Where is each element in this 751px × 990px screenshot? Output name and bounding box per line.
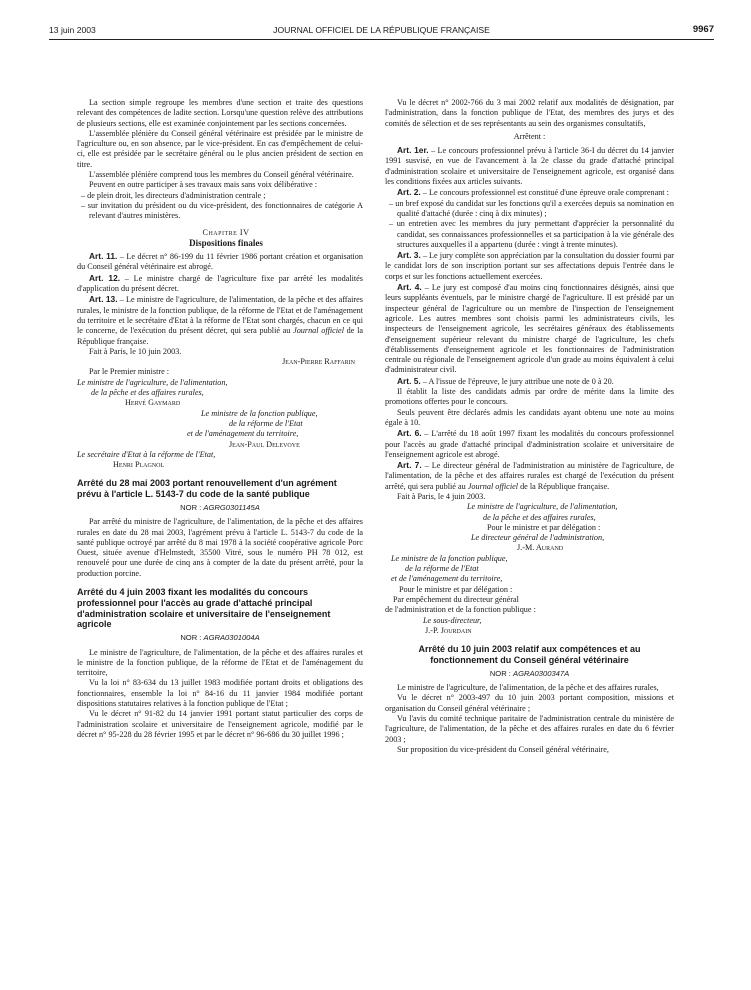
nor-label: NOR : xyxy=(180,502,204,512)
article-label: Art. 13. xyxy=(89,294,118,305)
article-7 xyxy=(385,460,674,492)
article-text: – Le concours professionnel est constitué d'une épreuve orale comprenant : xyxy=(420,188,669,198)
nor-reference xyxy=(385,669,674,679)
nor-label: NOR : xyxy=(489,668,514,678)
article-text: – Le jury complète son appréciation par la consultation du dossier fourni par le candidat lors de son inscription portant sur ses affectations depuis l'entrée dans le corps et sur les fonctions actuellement exercées. xyxy=(385,251,674,281)
nor-reference xyxy=(77,633,363,643)
journal-officiel-ref: Journal officiel xyxy=(293,326,344,336)
signatory-title: Le directeur général de l'administration, xyxy=(471,533,605,543)
signatory-delegation: Par empêchement du directeur général xyxy=(393,594,519,604)
signatory-title: Le ministre de l'agriculture, de l'alimentation, xyxy=(77,377,228,387)
list-item: – de plein droit, les directeurs d'administration centrale ; xyxy=(81,190,266,200)
signatory-name: Henri Plagnol xyxy=(113,460,165,470)
chapter-title: Dispositions finales xyxy=(189,237,263,248)
signatory-title: de la pêche et des affaires rurales, xyxy=(483,512,596,522)
signatory-title: Le ministre de l'agriculture, de l'alimentation, xyxy=(467,502,618,512)
arrete-title: Arrêté du 4 juin 2003 fixant les modalités du concours professionnel pour l'accès au grade d'attaché principal d'administration scolaire et universitaire de l'enseignement agricole xyxy=(77,587,331,630)
article-text: – Le concours professionnel prévu à l'article 36-I du décret du 14 janvier 1991 susvisé, en vue de l'avancement à la 2e classe du grade d'attaché principal d'administration scolaire et universitaire de l'enseignement agricole, est organisé dans les conditions fixées aux articles suivants. xyxy=(385,146,674,187)
right-column xyxy=(385,98,674,755)
chapter-heading: Chapitre IV xyxy=(202,227,250,237)
article-3 xyxy=(385,250,674,282)
spacer xyxy=(77,579,363,587)
article-label: Art. 6. xyxy=(397,428,422,439)
fait-a-paris: Fait à Paris, le 4 juin 2003. xyxy=(397,491,486,501)
signatory-delegation: Pour le ministre et par délégation : xyxy=(399,584,513,594)
paragraph: Peuvent en outre participer à ses travaux mais sans voix délibérative : xyxy=(89,180,318,190)
journal-officiel-ref: Journal officiel xyxy=(467,481,519,491)
article-5 xyxy=(385,376,674,387)
header-date: 13 juin 2003 xyxy=(49,25,96,35)
paragraph: Sur proposition du vice-président du Conseil général vétérinaire, xyxy=(397,744,609,754)
paragraph: Seuls peuvent être déclarés admis les candidats ayant obtenu une note au moins égale à 10. xyxy=(385,407,674,427)
article-text: – Le jury est composé d'au moins cinq fonctionnaires désignés, ainsi que leurs suppléants éventuels, par le ministre chargé de l'agriculture. Il est présidé par un inspecteur général de l'agriculture ou un membre de l'inspection de l'enseignement agricole. Les autres membres sont choisis parmi les administrateurs civils, les inspecteurs de l'enseignement agricole, les secrétaires généraux des établissements d'enseignement supérieur relevant du ministre chargé de l'agriculture, les chefs d'établissements d'enseignement agricole et les fonctionnaires de l'administration centrale ou régionale de l'enseignement agricole d'un grade au moins équivalent à celui d'administrateur civil. xyxy=(385,283,674,375)
paragraph: Vu le décret n° 2003-497 du 10 juin 2003 portant composition, missions et organisation du Conseil général vétérinaire ; xyxy=(385,693,674,713)
paragraph: L'assemblée plénière du Conseil général vétérinaire est présidée par le ministre de l'agriculture ou, en son absence, par le vice-président. En cas d'empêchement de celui-ci, elle est présidée par le secrétaire général ou le plus ancien président de section en titre. xyxy=(77,128,363,169)
arretent: Arrêtent : xyxy=(513,131,546,141)
signatory-delegation: de l'administration et de la fonction publique : xyxy=(385,605,536,615)
article-label: Art. 7. xyxy=(397,460,422,471)
arrete-title: Arrêté du 28 mai 2003 portant renouvellement d'un agrément prévu à l'article L. 5143-7 du code de la santé publique xyxy=(77,478,337,500)
header-rule xyxy=(49,39,714,40)
signatory-title: de la réforme de l'Etat xyxy=(229,418,303,428)
spacer xyxy=(77,222,363,226)
signature-pm: Jean-Pierre Raffarin xyxy=(282,357,355,367)
article-text: – Le décret n° 86-199 du 11 février 1986 portant création et organisation du Conseil général vétérinaire est abrogé. xyxy=(77,252,363,272)
paragraph: Vu le décret n° 91-82 du 14 janvier 1991 portant statut particulier des corps de l'administration scolaire et universitaire de l'enseignement agricole, modifié par le décret n° 95-228 du 28 février 1995 et par le décret n° 96-686 du 30 juillet 1996 ; xyxy=(77,709,363,739)
nor-label: NOR : xyxy=(180,633,204,643)
paragraph: Le ministre de l'agriculture, de l'alimentation, de la pêche et des affaires rurales et le ministre de la fonction publique, de la réforme de l'Etat et de l'aménagement du territoire, xyxy=(77,647,363,678)
article-1 xyxy=(385,145,674,187)
paragraph: Par arrêté du ministre de l'agriculture, de l'alimentation, de la pêche et des affaires rurales en date du 28 mai 2003, l'agrément prévu à l'article L. 5143-7 du code de la santé publique octroyé par arrêté du 8 mai 1978 à la société coopérative agricole Porc Ouest, située avenue d'Helmstedt, 35500 Vitré, sous le numéro PH 78 012, est renouvelé pour une durée de cinq ans à compter de la date du présent arrêté, pour la production porcine. xyxy=(77,517,363,578)
signatory-delegation: Pour le ministre et par délégation : xyxy=(487,522,601,532)
signatory-title: Le secrétaire d'Etat à la réforme de l'Etat, xyxy=(77,449,216,459)
signatory-title: de la pêche et des affaires rurales, xyxy=(91,388,204,398)
spacer xyxy=(385,636,674,644)
signatory-name: J.-P. Jourdain xyxy=(425,625,472,635)
article-label: Art. 2. xyxy=(397,187,421,198)
article-4 xyxy=(385,282,674,376)
article-label: Art. 11. xyxy=(89,251,118,262)
paragraph: La section simple regroupe les membres d'une section et traite des questions relevant des compétences de ladite section. Lorsqu'une question relève des attributions de plusieurs sections, elle est examinée conjointement par les sections concernées. xyxy=(77,98,363,128)
article-13 xyxy=(77,294,363,346)
list-item: – un bref exposé du candidat sur les fonctions qu'il a exercées depuis sa nomination en qualité d'attaché (durée : cinq à dix minutes) ; xyxy=(389,198,674,218)
article-label: Art. 1er. xyxy=(397,145,429,156)
nor-code: AGRG0301145A xyxy=(203,502,260,512)
paragraph: Le ministre de l'agriculture, de l'alimentation, de la pêche et des affaires rurales, xyxy=(397,683,659,693)
nor-code: AGRA0301004A xyxy=(203,633,260,643)
article-label: Art. 4. xyxy=(397,282,422,293)
left-column xyxy=(77,98,363,740)
article-text: – A l'issue de l'épreuve, le jury attribue une note de 0 à 20. xyxy=(420,376,614,386)
arrete-title: Arrêté du 10 juin 2003 relatif aux compétences et au fonctionnement du Conseil général vétérinaire xyxy=(418,644,641,665)
list-item: – sur invitation du président ou du vice-président, des fonctionnaires de catégorie A relevant d'autres ministères. xyxy=(81,200,363,221)
par-premier-ministre: Par le Premier ministre : xyxy=(89,367,170,377)
article-text: – L'arrêté du 18 août 1997 fixant les modalités du concours professionnel pour l'accès au grade d'attaché principal d'administration scolaire et universitaire de l'enseignement agricole est abrogé. xyxy=(385,429,674,459)
article-2 xyxy=(385,187,674,198)
paragraph: Vu le décret n° 2002-766 du 3 mai 2002 relatif aux modalités de désignation, par l'administration, dans la fonction publique de l'Etat, des membres des jurys et des comités de sélection et de ses représentants au sein des organismes consultatifs, xyxy=(385,98,674,128)
signatory-name: Jean-Paul Delevoye xyxy=(229,439,300,449)
article-label: Art. 12. xyxy=(89,272,121,283)
article-label: Art. 5. xyxy=(397,375,421,386)
signatory-title: de la réforme de l'Etat xyxy=(405,564,479,574)
signatory-title: Le sous-directeur, xyxy=(423,615,482,625)
signatory-title: Le ministre de la fonction publique, xyxy=(201,408,318,418)
paragraph: Il établit la liste des candidats admis par ordre de mérite dans la limite des promotions offertes pour le concours. xyxy=(385,387,674,407)
article-12 xyxy=(77,273,363,295)
list-item: – un entretien avec les membres du jury permettant d'apprécier la personnalité du candidat, ses connaissances professionnelles et sa participation à la vie générale des structures auxquelles il a appartenu (durée : vingt à trente minutes). xyxy=(389,219,674,249)
article-11 xyxy=(77,251,363,273)
fait-a-paris: Fait à Paris, le 10 juin 2003. xyxy=(89,346,182,356)
signatory-name: J.-M. Aurand xyxy=(517,543,564,553)
paragraph: L'assemblée plénière comprend tous les membres du Conseil général vétérinaire. xyxy=(89,170,354,180)
article-text: – Le ministre de l'agriculture, de l'alimentation, de la pêche et des affaires rurales, le ministre de la fonction publique, de la réforme de l'Etat et de l'aménagement du territoire et le secrétaire d'Etat à la réforme de l'Etat sont chargés, chacun en ce qui le concerne, de l'exécution du présent décret, qui sera publié au xyxy=(77,295,363,336)
nor-code: AGRA0300347A xyxy=(513,668,570,678)
signatory-title: Le ministre de la fonction publique, xyxy=(391,553,508,563)
article-text: de la République française. xyxy=(77,326,363,346)
article-6 xyxy=(385,428,674,460)
article-text: – Le directeur général de l'administration au ministère de l'agriculture, de l'alimentation, de la pêche et des affaires rurales est chargé de l'exécution du présent arrêté, qui sera publié au xyxy=(385,461,674,491)
signatory-title: et de l'aménagement du territoire, xyxy=(187,429,299,439)
header-journal-title: JOURNAL OFFICIEL DE LA RÉPUBLIQUE FRANÇAISE xyxy=(273,25,490,35)
header-page-number: 9967 xyxy=(692,24,714,35)
signatory-name: Hervé Gaymard xyxy=(125,398,181,408)
article-label: Art. 3. xyxy=(397,250,421,261)
article-text: de la République française. xyxy=(518,481,610,491)
article-text: – Le ministre chargé de l'agriculture fixe par arrêté les modalités d'application du présent décret. xyxy=(77,273,363,294)
page-header xyxy=(49,0,714,38)
nor-reference xyxy=(77,503,363,513)
paragraph: Vu l'avis du comité technique paritaire de l'administration centrale du ministère de l'agriculture, de l'alimentation, de la pêche et des affaires rurales en date du 6 février 2003 ; xyxy=(385,713,674,744)
paragraph: Vu la loi n° 83-634 du 13 juillet 1983 modifiée portant droits et obligations des fonctionnaires, ensemble la loi n° 84-16 du 11 janvier 1984 modifiée portant dispositions statutaires relatives à la fonction publique de l'Etat ; xyxy=(77,678,363,709)
spacer xyxy=(77,470,363,478)
signatory-title: et de l'aménagement du territoire, xyxy=(391,574,503,584)
